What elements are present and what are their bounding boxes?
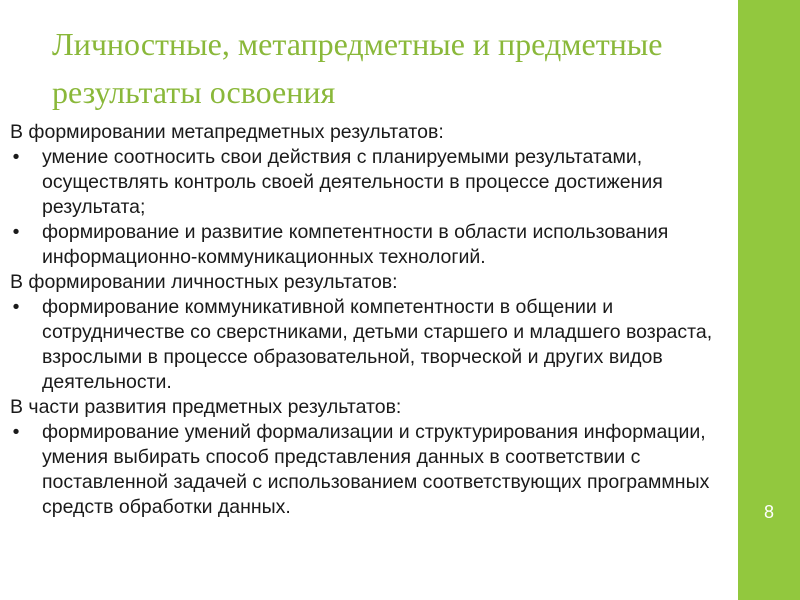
bullet-list-personal (10, 295, 760, 395)
bullet-dot-icon: • (12, 421, 20, 443)
bullet-dot-icon: • (12, 146, 20, 168)
slide-number: 8 (763, 502, 774, 522)
list-item (10, 295, 760, 395)
list-item (10, 145, 760, 220)
bullet-dot-icon: • (12, 221, 20, 243)
bullet-list-subject (10, 420, 760, 520)
list-item-text: умение соотносить свои действия с планируемыми результатами, осуществлять контроль своей деятельности в процессе достижения результата; (42, 146, 663, 218)
list-item-text: формирование и развитие компетентности в области использования информационно-коммуникационных технологий. (42, 221, 669, 268)
list-item-text: формирование коммуникативной компетентности в общении и сотрудничестве со сверстниками, детьми старшего и младшего возраста, взрослыми в процессе образовательной, творческой и других видов деятельности. (42, 296, 713, 393)
list-item (10, 220, 760, 270)
bullet-list-metasubject (10, 145, 760, 270)
slide-title: Личностные, метапредметные и предметные результаты освоения (52, 26, 663, 110)
slide-content (10, 120, 760, 520)
bullet-dot-icon: • (12, 296, 20, 318)
section-heading-metasubject: В формировании метапредметных результатов: (10, 121, 444, 143)
section-heading-subject: В части развития предметных результатов: (10, 396, 402, 418)
list-item-text: формирование умений формализации и структурирования информации, умения выбирать способ представления данных в соответствии с поставленной задачей с использованием соответствующих программных средств обработки данных. (42, 421, 710, 518)
section-heading-personal: В формировании личностных результатов: (10, 271, 398, 293)
list-item (10, 420, 760, 520)
